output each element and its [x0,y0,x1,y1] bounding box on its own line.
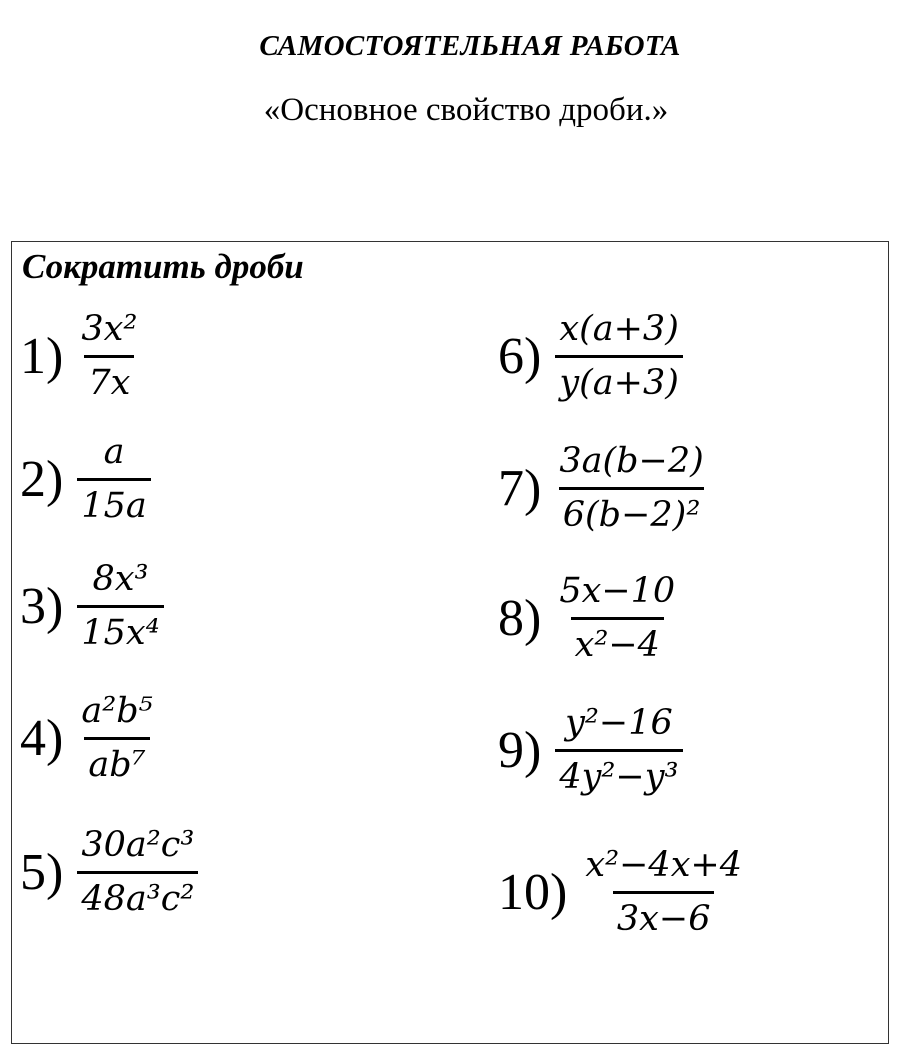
exercise-label: 7) [498,459,542,517]
numerator: 3x² [81,309,138,349]
exercise-label: 1) [20,327,64,385]
denominator: 48a³c² [77,871,198,917]
exercise-8 [498,571,679,665]
denominator: 15a [77,478,150,524]
denominator: y(a+3) [555,355,683,401]
denominator: 3x−6 [613,891,715,937]
numerator: 8x³ [92,559,149,599]
exercise-5 [20,825,198,919]
numerator: y²−16 [565,703,673,743]
denominator: ab⁷ [84,737,149,783]
exercise-1 [20,309,141,403]
fraction [77,559,163,653]
exercise-4 [20,691,157,785]
denominator: 4y²−y³ [555,749,682,795]
exercise-6 [498,309,683,403]
exercise-10 [498,845,746,939]
exercise-label: 9) [498,721,542,779]
fraction [555,703,682,797]
fraction [77,432,150,526]
denominator: 7x [84,355,134,401]
fraction [581,845,746,939]
exercise-label: 8) [498,589,542,647]
exercise-label: 10) [498,863,568,921]
numerator: 30a²c³ [81,825,195,865]
fraction [555,309,683,403]
worksheet-subtitle: «Основное свойство дроби.» [263,92,669,128]
exercise-label: 6) [498,327,542,385]
fraction [555,441,707,535]
exercise-7 [498,441,708,535]
numerator: x(a+3) [559,309,679,349]
exercise-label: 4) [20,709,64,767]
fraction [555,571,679,665]
denominator: x²−4 [571,617,664,663]
fraction [77,825,198,919]
exercise-label: 3) [20,577,64,635]
numerator: a [103,432,125,472]
numerator: x²−4x+4 [585,845,743,885]
numerator: a²b⁵ [81,691,153,731]
exercise-label: 5) [20,843,64,901]
worksheet-title: САМОСТОЯТЕЛЬНАЯ РАБОТА [259,30,681,62]
exercise-2 [20,432,151,526]
fraction [77,691,156,785]
task-heading: Сократить дроби [22,247,304,286]
exercise-label: 2) [20,450,64,508]
numerator: 3a(b−2) [559,441,704,481]
numerator: 5x−10 [559,571,676,611]
exercise-3 [20,559,164,653]
denominator: 15x⁴ [77,605,163,651]
denominator: 6(b−2)² [559,487,705,533]
exercise-9 [498,703,683,797]
fraction [77,309,141,403]
